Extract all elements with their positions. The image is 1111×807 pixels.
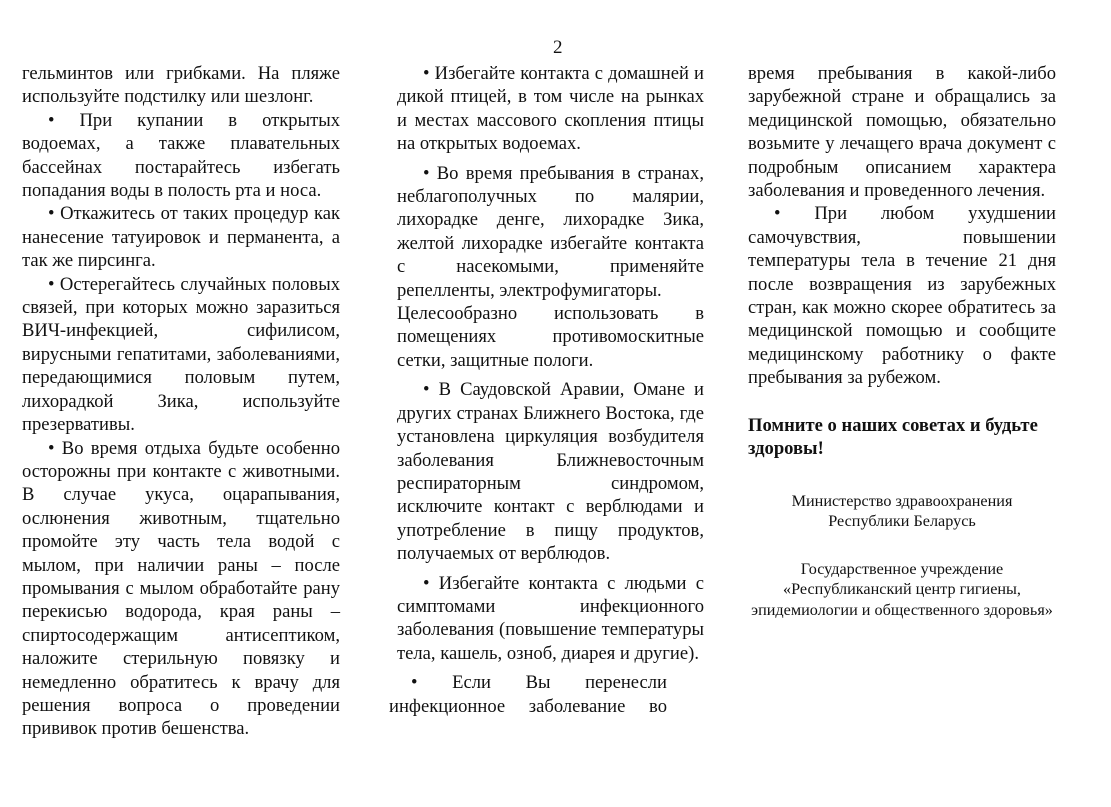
- signature-institution: [748, 559, 1056, 621]
- column-left: [22, 62, 340, 741]
- column-right: [748, 62, 1056, 620]
- paragraph-continuation: гельминтов или грибками. На пляже используйте подстилку или шезлонг.: [22, 63, 340, 108]
- bullet-animals: • Во время отдыха будьте особенно осторожны при контакте с животными. В случае укуса, оцарапывания, ослюнения животным, тщательно промойте эту часть тела водой с мылом, при наличии раны – после промывания с мылом обработайте рану перекисью водорода, края раны – спиртосодержащим антисептиком, наложите стерильную повязку и немедленно обратитесь к врачу для решения вопроса о проведении прививок против бешенства.: [22, 437, 340, 740]
- column-middle: [389, 62, 704, 718]
- bullet-health-deterioration: • При любом ухудшении самочувствия, повышении температуры тела в течение 21 дня после возвращения из зарубежных стран, как можно скорее обратитесь за медицинской помощью и сообщите медицинскому работнику о факте пребывания за рубежом.: [748, 203, 1056, 389]
- page-number: 2: [553, 37, 563, 58]
- bullet-birds: • Избегайте контакта с домашней и дикой птицей, в том числе на рынках и местах массового скопления птицы на открытых водоемах.: [397, 63, 704, 155]
- bullet-swimming: • При купании в открытых водоемах, а также плавательных бассейнах постарайтесь избегать попадания воды в полость рта и носа.: [22, 109, 340, 202]
- signature-institution-line2: «Республиканский центр гигиены,: [783, 580, 1021, 598]
- bullet-middle-east: • В Саудовской Аравии, Омане и других странах Ближнего Востока, где установлена циркуляция возбудителя заболевания Ближневосточным респираторным синдромом, исключите контакт с верблюдами и употребление в пищу продуктов, получаемых от верблюдов.: [397, 379, 704, 565]
- signature-ministry: [748, 491, 1056, 532]
- bullet-sexual-contacts: • Остерегайтесь случайных половых связей, при которых можно заразиться ВИЧ-инфекцией, сифилисом, вирусными гепатитами, заболеваниями, передающимися половым путем, лихорадкой Зика, используйте презервативы.: [22, 273, 340, 436]
- closing-remark: Помните о наших советах и будьте здоровы!: [748, 414, 1038, 460]
- signature-ministry-line1: Министерство здравоохранения: [791, 491, 1013, 510]
- bullet-sick-people: • Избегайте контакта с людьми с симптомами инфекционного заболевания (повышение температуры тела, кашель, озноб, диарея и другие).: [397, 572, 704, 664]
- paragraph-mosquito-nets: Целесообразно использовать в помещениях противомоскитные сетки, защитные пологи.: [397, 303, 704, 371]
- signature-institution-line3: эпидемиологии и общественного здоровья»: [751, 600, 1053, 619]
- signature-ministry-line2: Республики Беларусь: [828, 512, 976, 530]
- bullet-tattoo: • Откажитесь от таких процедур как нанесение татуировок и перманента, а так же пирсинга.: [22, 203, 340, 272]
- bullet-infection-abroad: • Если Вы перенесли инфекционное заболевание во: [389, 672, 667, 717]
- bullet-insects: • Во время пребывания в странах, неблагополучных по малярии, лихорадке денге, лихорадке Зика, желтой лихорадке избегайте контакта с насекомыми, применяйте репелленты, электрофумигаторы.: [397, 162, 704, 301]
- paragraph-continuation-right: время пребывания в какой-либо зарубежной стране и обращались за медицинской помощью, обязательно возьмите у лечащего врача документ с подробным описанием характера заболевания и проведенного лечения.: [748, 63, 1056, 202]
- signature-institution-line1: Государственное учреждение: [800, 559, 1004, 578]
